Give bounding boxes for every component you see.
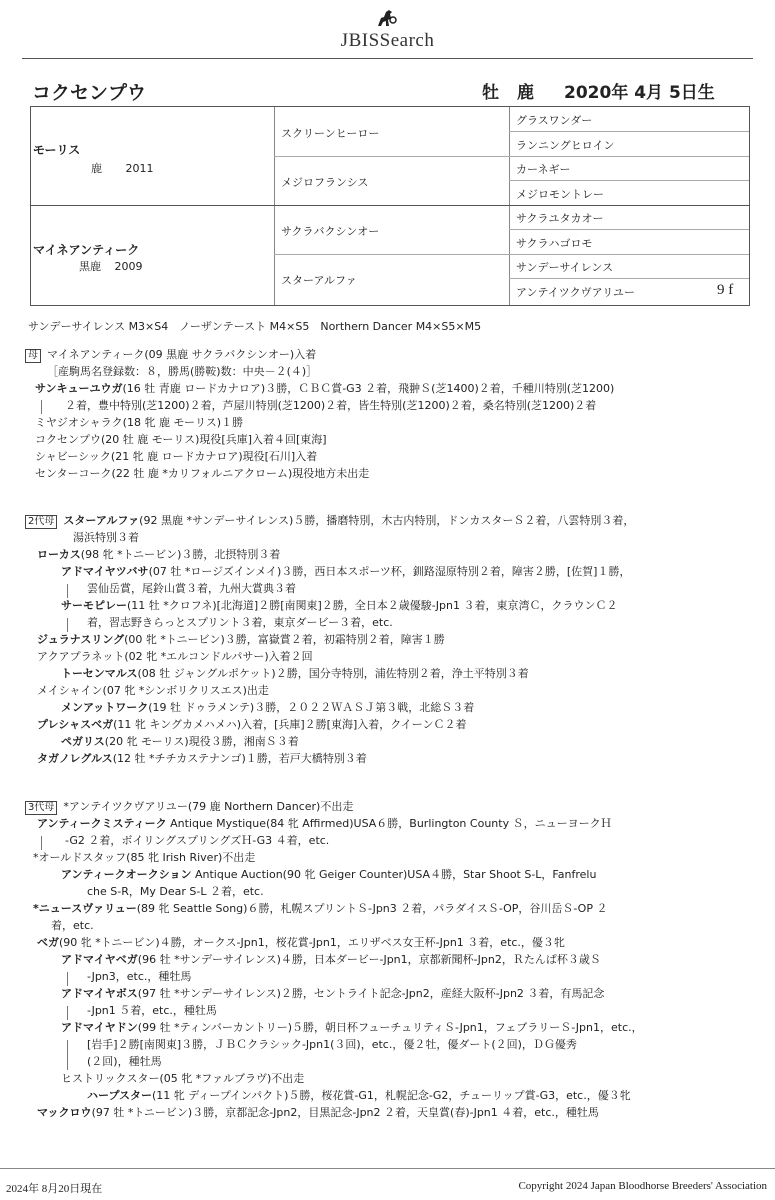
horse-sex: 牡 xyxy=(482,83,499,103)
dam-section: 母 マイネアンティーク(09 黒鹿 サクラバクシンオー)入着 ［産駒馬名登録数：８，勝馬(勝鞍)数：中央－２(４)］ サンキューユウガ(16 牡 青鹿 ロードカナロア)３勝，ＣＢＣ賞-G3 ２着，飛翀Ｓ(芝1400)２着，千種川特別(芝1200) ２着，豊中特別(芝1200)２着，芦屋川特別(芝1200)２着，皆生特別(芝1200)２着，桑名特別(芝1200)２着 ミヤジオシャラク(18 牝 鹿 モーリス)１勝 コクセンプウ(20 牡 鹿 モーリス)現役[兵庫]入着４回[東海] シャビーシック(21 牝 鹿 ロードカナロア)現役[石川]入着 センターコーク(22 牡 鹿 *カリフォルニアクローム)現役地方未出走 xyxy=(25,346,745,482)
inbreeding-summary: サンデーサイレンス M3×S4 ノーザンテースト M4×S5 Northern Dancer M4×S5×M5 xyxy=(28,320,482,333)
gen2-dam-section: 2代母 スターアルファ(92 黒鹿 *サンデーサイレンス)５勝，播磨特別，木古内特別，ドンカスターＳ２着，八雲特別３着， 湯浜特別３着 ローカス(98 牝 *トニービン)３勝，北摂特別３着 アドマイヤツバサ(07 牡 *ロージズインメイ)３勝，西日本スポーツ杯，釧路湿原特別２着，障害２勝，[佐賀]１勝， 雲仙岳賞，尾鈴山賞３着，九州大賞典３着 サーモピレー(11 牡 *クロフネ)[北海道]２勝[南関東]２勝，全日本２歳優駿-Jpn1 ３着，東京湾Ｃ，クラウンＣ２ 着，習志野きらっとスプリント３着，東京ダービー３着，etc. ジュラナスリング(00 牝 *トニービン)３勝，富嶽賞２着，初霜特別２着，障害１勝 アクアプラネット(02 牝 *エルコンドルパサー)入着２回 トーセンマルス(08 牡 ジャングルポケット)２勝，国分寺特別，浦佐特別２着，浄土平特別３着 メイシャイン(07 牝 *シンボリクリスエス)出走 メンアットワーク(19 牡 ドゥラメンテ)３勝，２０２２ＷＡＳＪ第３戦，北総Ｓ３着 プレシャスベガ(11 牝 キングカメハメハ)入着，[兵庫]２勝[東海]入着，クイーンＣ２着 ペガリス(20 牝 モーリス)現役３勝，湘南Ｓ３着 タガノレグルス(12 牡 *チチカステナンゴ)１勝，若戸大橋特別３着 xyxy=(25,512,745,767)
offspring-name[interactable]: サンキューユウガ xyxy=(35,382,123,395)
sire-name[interactable]: モーリス xyxy=(33,143,81,157)
dam-line: コクセンプウ(20 牡 鹿 モーリス)現役[兵庫]入着４回[東海] xyxy=(35,433,327,446)
offspring-name[interactable]: マックロウ xyxy=(37,1106,92,1119)
ped-gen3-5[interactable]: サクラユタカオー xyxy=(516,212,604,225)
offspring-name[interactable]: アドマイヤボス xyxy=(61,987,138,1000)
offspring-name[interactable]: スターアルファ xyxy=(63,514,140,527)
as-of-date: 2024年 8月20日現在 xyxy=(6,1183,103,1195)
ped-gen2-3[interactable]: サクラバクシンオー xyxy=(281,225,380,238)
gen3-dam-section: 3代母 *アンテイツクヴアリユー(79 鹿 Northern Dancer)不出走 アンティークミスティーク Antique Mystique(84 牝 Affirmed)USA６勝，Burlington County Ｓ，ニューヨークＨ -G2 ２着，ボイリングスプリングズＨ-G3 ４着，etc. *オールドスタッフ(85 牝 Irish River)不出走 アンティークオークション Antique Auction(90 牝 Geiger Counter)USA４勝，Star Shoot S-L，Fanfrelu che S-R，My Dear S-L ２着，etc. *ニュースヴァリュー(89 牝 Seattle Song)６勝，札幌スプリントＳ-Jpn3 ２着，パラダイスＳ-OP，谷川岳Ｓ-OP ２ 着，etc. ベガ(90 牝 *トニービン)４勝，オークス-Jpn1，桜花賞-Jpn1，エリザベス女王杯-Jpn1 ３着，etc.，優３牝 アドマイヤベガ(96 牡 *サンデーサイレンス)４勝，日本ダービー-Jpn1，京都新聞杯-Jpn2，Ｒたんぱ杯３歳Ｓ -Jpn3，etc.，種牡馬 アドマイヤボス(97 牡 *サンデーサイレンス)２勝，セントライト記念-Jpn2，産経大阪杯-Jpn2 ３着，有馬記念 -Jpn1 ５着，etc.，種牡馬 アドマイヤドン(99 牡 *ティンバーカントリー)５勝，朝日杯フューチュリティＳ-Jpn1，フェブラリーＳ-Jpn1，etc.， [岩手]２勝[南関東]３勝，ＪＢＣクラシック-Jpn1(３回)，etc.，優２牡，優ダート(２回)，ＤＧ優秀 (２回)，種牡馬 ヒストリックスター(05 牝 *ファルブラヴ)不出走 ハープスター(11 牝 ディープインパクト)５勝，桜花賞-G1，札幌記念-G2，チューリップ賞-G3，etc.，優３牝 マックロウ(97 牡 *トニービン)３勝，京都記念-Jpn2，目黒記念-Jpn2 ２着，天皇賞(春)-Jpn1 ４着，etc.，種牡馬 xyxy=(25,798,745,1121)
dam-color: 黒鹿 xyxy=(79,260,101,273)
gen2-line: アクアプラネット(02 牝 *エルコンドルパサー)入着２回 xyxy=(37,650,313,663)
family-number: 9 f xyxy=(717,282,734,298)
offspring-name[interactable]: ジュラナスリング xyxy=(37,633,125,646)
ped-gen3-3[interactable]: カーネギー xyxy=(516,163,571,176)
offspring-name[interactable]: アンティークミスティーク xyxy=(37,817,167,830)
copyright: Copyright 2024 Japan Bloodhorse Breeders' Association xyxy=(518,1180,767,1192)
logo-text: JBISSearch xyxy=(340,30,435,51)
gen3-line: *オールドスタッフ(85 牝 Irish River)不出走 xyxy=(33,851,256,864)
gen3-line: 着，etc. xyxy=(51,919,94,932)
gen2-line: メイシャイン(07 牝 *シンボリクリスエス)出走 xyxy=(37,684,269,697)
gen3-line: che S-R，My Dear S-L ２着，etc. xyxy=(87,885,264,898)
offspring-name[interactable]: トーセンマルス xyxy=(61,667,138,680)
horse-name: コクセンプウ xyxy=(32,82,147,104)
footer-divider xyxy=(0,1168,775,1169)
dam-line: ミヤジオシャラク(18 牝 鹿 モーリス)１勝 xyxy=(35,416,244,429)
offspring-name[interactable]: ベガ xyxy=(37,936,59,949)
dam-cell xyxy=(33,241,143,274)
gen2-line: 雲仙岳賞，尾鈴山賞３着，九州大賞典３着 xyxy=(87,582,296,595)
horse-birth: 2020年 4月 5日生 xyxy=(564,83,715,103)
gen2-tag: 2代母 xyxy=(25,515,57,529)
gen3-tag: 3代母 xyxy=(25,801,57,815)
offspring-name[interactable]: *ニュースヴァリュー xyxy=(33,902,137,915)
horse-header xyxy=(32,78,732,104)
sire-year: 2011 xyxy=(125,162,154,175)
gen2-line: 着，習志野きらっとスプリント３着，東京ダービー３着，etc. xyxy=(87,616,393,629)
dam-line: センターコーク(22 牡 鹿 *カリフォルニアクローム)現役地方未出走 xyxy=(35,467,370,480)
offspring-name[interactable]: ローカス xyxy=(37,548,81,561)
gen3-line: -G2 ２着，ボイリングスプリングズＨ-G3 ４着，etc. xyxy=(65,834,330,847)
gen3-line: *アンテイツクヴアリユー(79 鹿 Northern Dancer)不出走 xyxy=(63,800,354,813)
ped-gen3-2[interactable]: ランニングヒロイン xyxy=(516,139,615,152)
pedigree-table xyxy=(30,106,750,306)
header-divider xyxy=(22,58,753,59)
offspring-name[interactable]: アンティークオークション xyxy=(61,868,192,881)
dam-line: ［産駒馬名登録数：８，勝馬(勝鞍)数：中央－２(４)］ xyxy=(47,365,318,378)
offspring-name[interactable]: プレシャスベガ xyxy=(37,718,114,731)
ped-gen3-1[interactable]: グラスワンダー xyxy=(516,114,593,127)
sire-cell xyxy=(33,141,154,176)
gen3-line: -Jpn3，etc.，種牡馬 xyxy=(87,970,192,983)
offspring-name[interactable]: タガノレグルス xyxy=(37,752,113,765)
horse-color: 鹿 xyxy=(517,83,534,103)
ped-gen2-1[interactable]: スクリーンヒーロー xyxy=(281,127,380,140)
ped-gen3-8[interactable]: アンテイツクヴアリユー xyxy=(516,286,636,299)
offspring-name[interactable]: サーモピレー xyxy=(61,599,127,612)
offspring-name[interactable]: ハープスター xyxy=(87,1089,153,1102)
dam-name[interactable]: マイネアンティーク xyxy=(33,243,140,257)
dam-line: ２着，豊中特別(芝1200)２着，芦屋川特別(芝1200)２着，皆生特別(芝1200)２着，桑名特別(芝1200)２着 xyxy=(65,399,597,412)
dam-line: シャビーシック(21 牝 鹿 ロードカナロア)現役[石川]入着 xyxy=(35,450,318,463)
dam-year: 2009 xyxy=(114,260,143,273)
offspring-name[interactable]: アドマイヤツバサ xyxy=(61,565,149,578)
horse-logo-icon xyxy=(375,8,397,28)
ped-gen3-7[interactable]: サンデーサイレンス xyxy=(516,261,614,274)
offspring-name[interactable]: アドマイヤドン xyxy=(61,1021,138,1034)
gen3-line: (２回)，種牡馬 xyxy=(87,1055,162,1068)
site-logo[interactable] xyxy=(0,8,775,52)
offspring-name[interactable]: アドマイヤベガ xyxy=(61,953,138,966)
offspring-name[interactable]: メンアットワーク xyxy=(61,701,149,714)
gen3-line: [岩手]２勝[南関東]３勝，ＪＢＣクラシック-Jpn1(３回)，etc.，優２牡，優ダート(２回)，ＤＧ優秀 xyxy=(87,1038,577,1051)
sire-color: 鹿 xyxy=(91,162,102,175)
ped-gen2-2[interactable]: メジロフランシス xyxy=(281,176,369,189)
gen3-line: -Jpn1 ５着，etc.，種牡馬 xyxy=(87,1004,217,1017)
gen3-line: ヒストリックスター(05 牝 *ファルブラヴ)不出走 xyxy=(61,1072,305,1085)
dam-line: マイネアンティーク(09 黒鹿 サクラバクシンオー)入着 xyxy=(47,348,317,361)
ped-gen3-4[interactable]: メジロモントレー xyxy=(516,188,604,201)
ped-gen3-6[interactable]: サクラハゴロモ xyxy=(516,237,593,250)
gen2-line: 湯浜特別３着 xyxy=(73,531,139,544)
offspring-name[interactable]: ペガリス xyxy=(61,735,105,748)
ped-gen2-4[interactable]: スターアルファ xyxy=(281,274,357,287)
dam-tag: 母 xyxy=(25,349,41,363)
